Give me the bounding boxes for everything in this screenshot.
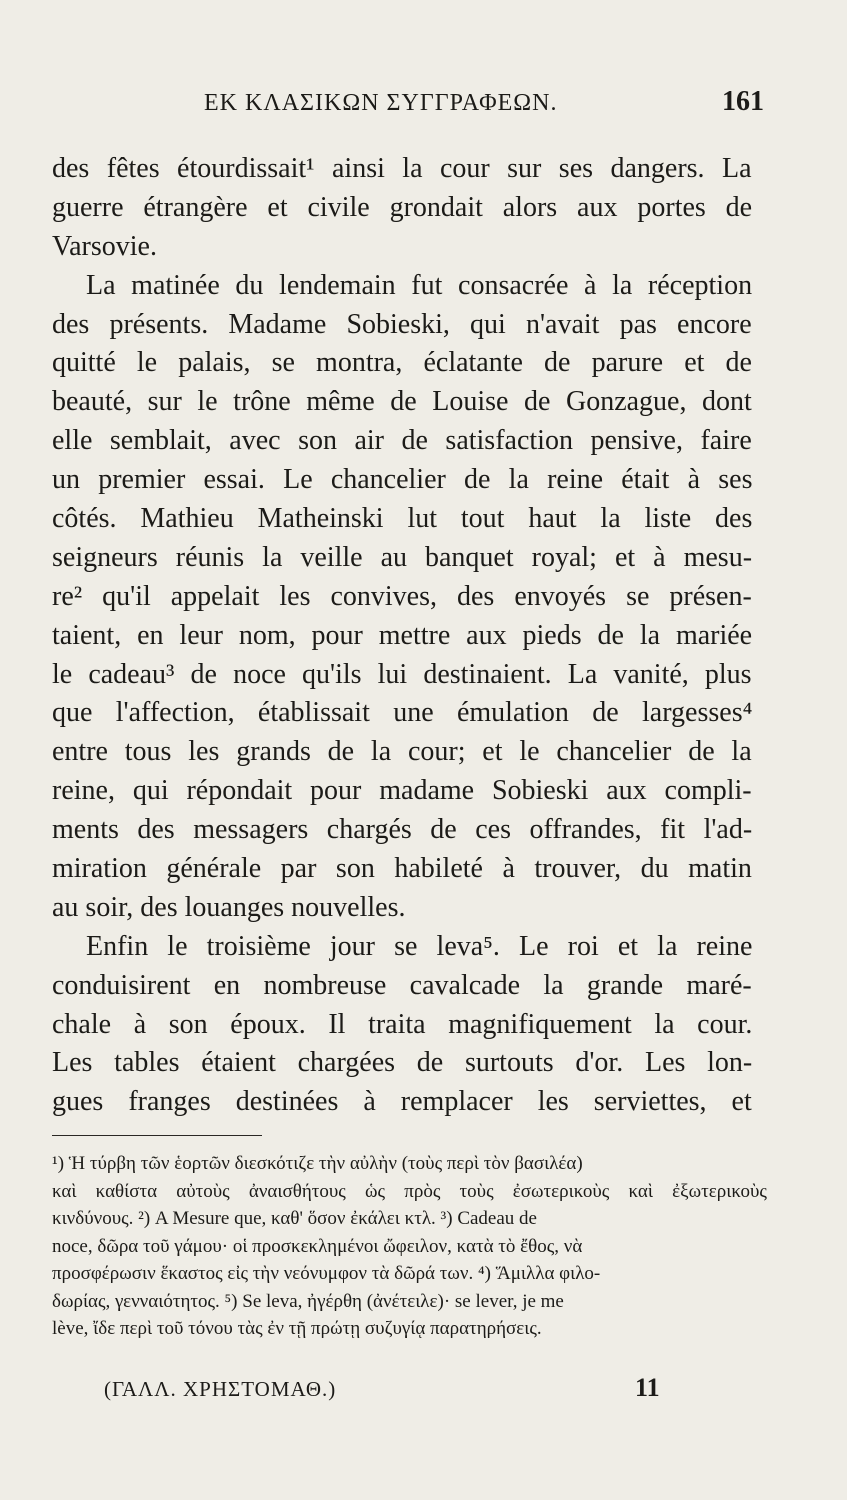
page-header [52,86,764,126]
signature-mark: (ΓΑΛΛ. ΧΡΗΣΤΟΜΑΘ.) [104,1377,337,1401]
text-line: beauté, sur le trône même de Louise de Gonzague, dont [52,386,752,418]
page-number: 161 [722,86,764,117]
footnote-line: δωρίας, γενναιότητος. ⁵) Se leva, ἠγέρθη (ἀνέτειλε)· se lever, je me [52,1290,564,1312]
text-line: chale à son époux. Il traita magnifiquement la cour. [52,1008,753,1040]
text-line: elle semblait, avec son air de satisfaction pensive, faire [52,425,752,457]
footnote-line: καὶ καθίστα αὐτοὺς ἀναισθήτους ὡς πρὸς τοὺς ἐσωτερικοὺς καὶ ἐξωτερικοὺς [52,1180,767,1202]
footnote-divider [52,1135,262,1136]
text-line: taient, en leur nom, pour mettre aux pieds de la mariée [52,619,753,651]
footnote-line: noce, δῶρα τοῦ γάμου· οἱ προσκεκλημένοι ὤφειλον, κατὰ τὸ ἔθος, νὰ [52,1235,583,1257]
page-footer [52,1373,772,1407]
text-line: miration générale par son habileté à trouver, du matin [52,853,752,885]
body-text [52,150,752,1122]
text-line: reine, qui répondait pour madame Sobieski aux compli- [52,775,752,807]
text-line: conduisirent en nombreuse cavalcade la grande maré- [52,969,752,1001]
text-line: quitté le palais, se montra, éclatante de parure et de [52,347,752,379]
text-line: gues franges destinées à remplacer les serviettes, et [52,1086,752,1118]
footnote-line: προσφέρωσιν ἕκαστος εἰς τὴν νεόνυμφον τὰ δῶρά των. ⁴) Ἅμιλλα φιλο- [52,1263,601,1284]
text-line: le cadeau³ de noce qu'ils lui destinaient. La vanité, plus [52,658,752,690]
text-line: au soir, des louanges nouvelles. [52,891,406,923]
text-line: des fêtes étourdissait¹ ainsi la cour sur ses dangers. La [52,153,752,184]
text-line: Les tables étaient chargées de surtouts d'or. Les lon- [52,1047,753,1079]
sheet-number: 11 [635,1373,660,1402]
text-line: un premier essai. Le chancelier de la reine était à ses [52,464,753,496]
text-line: entre tous les grands de la cour; et le chancelier de la [52,736,752,768]
running-title: ΕΚ ΚΛΑΣΙΚΩΝ ΣΥΓΓΡΑΦΕΩΝ. [204,90,558,116]
text-line: guerre étrangère et civile grondait alors aux portes de [52,191,753,223]
paragraph-start-line: La matinée du lendemain fut consacrée à la réception [86,269,753,301]
footnote-line: ¹) Ἡ τύρβη τῶν ἑορτῶν διεσκότιζε τὴν αὐλὴν (τοὺς περὶ τὸν βασιλέα) [52,1153,583,1174]
text-line: Varsovie. [52,230,157,262]
footnote-line: κινδύνους. ²) A Mesure que, καθ' ὅσον ἐκάλει κτλ. ³) Cadeau de [52,1208,537,1229]
paragraph-start-line: Enfin le troisième jour se leva⁵. Le roi et la reine [86,930,753,962]
footnotes [52,1150,772,1343]
text-line: ments des messagers chargés de ces offrandes, fit l'ad- [52,814,753,846]
text-line: des présents. Madame Sobieski, qui n'avait pas encore [52,308,752,340]
text-line: côtés. Mathieu Matheinski lut tout haut la liste des [52,503,753,535]
text-line: que l'affection, établissait une émulation de largesses⁴ [52,697,753,729]
footnote-line: lève, ἴδε περὶ τοῦ τόνου τὰς ἐν τῇ πρώτῃ συζυγίᾳ παρατηρήσεις. [52,1318,542,1339]
text-line: re² qu'il appelait les convives, des envoyés se présen- [52,580,752,612]
text-line: seigneurs réunis la veille au banquet royal; et à mesu- [52,541,753,573]
